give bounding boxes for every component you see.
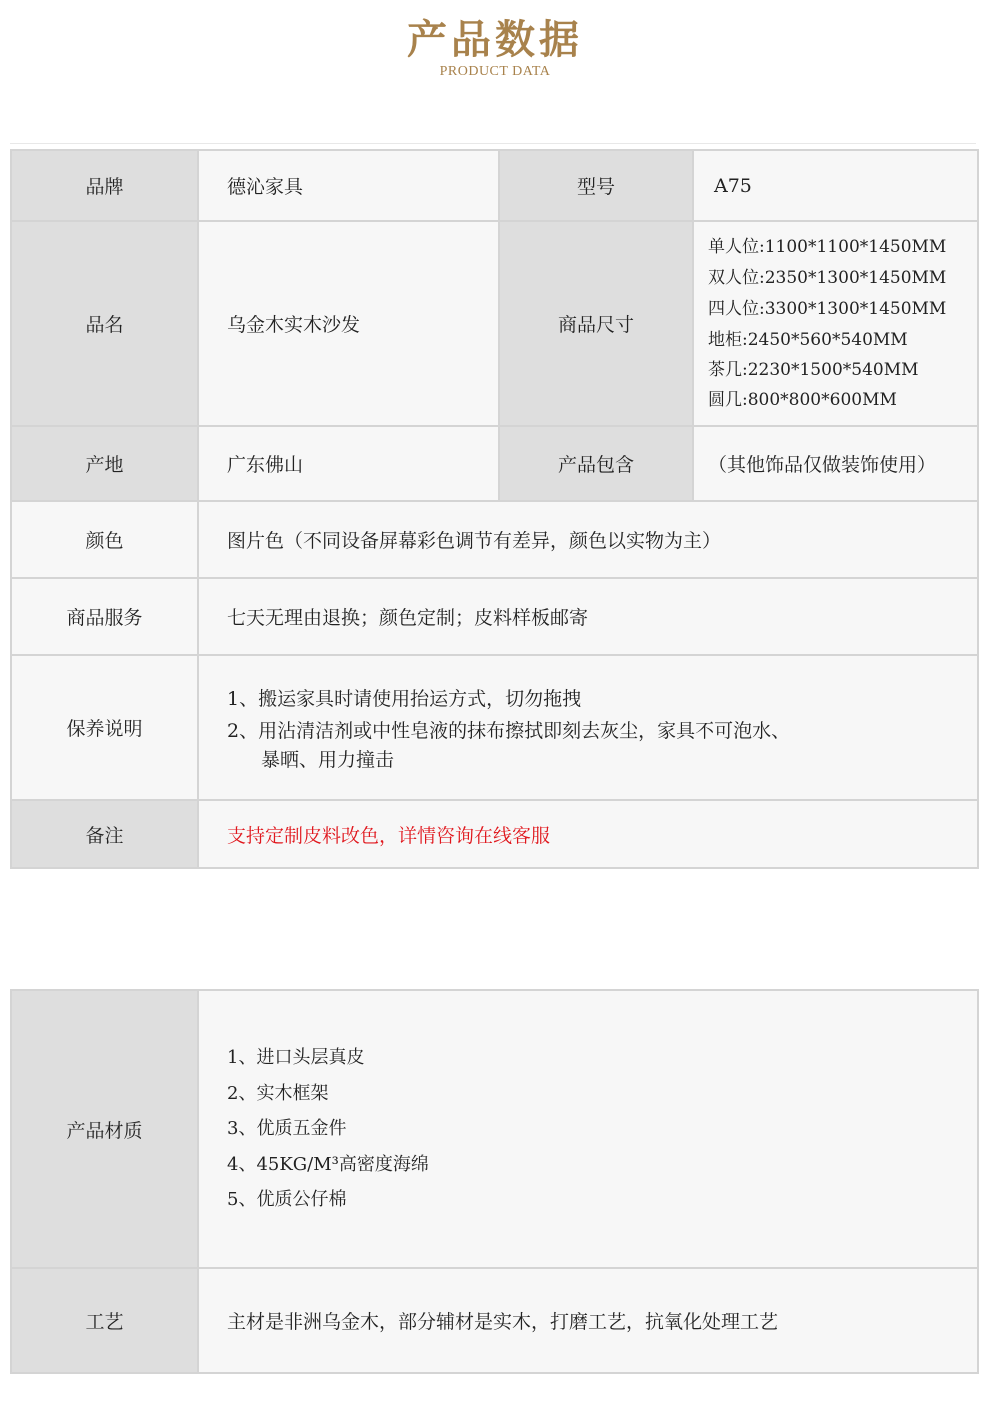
material-item: 5、优质公仔棉 xyxy=(227,1189,347,1211)
service-value: 七天无理由退换；颜色定制；皮料样板邮寄 xyxy=(198,578,978,655)
color-value: 图片色（不同设备屏幕彩色调节有差异，颜色以实物为主） xyxy=(198,501,978,578)
size-item: 双人位:2350*1300*1450MM xyxy=(708,268,947,288)
table-row xyxy=(11,578,978,655)
note-label: 备注 xyxy=(11,800,198,868)
model-label: 型号 xyxy=(499,150,693,221)
page-subtitle: PRODUCT DATA xyxy=(439,64,551,79)
material-item: 2、实木框架 xyxy=(227,1082,329,1104)
service-label: 商品服务 xyxy=(11,578,198,655)
size-item: 单人位:1100*1100*1450MM xyxy=(708,237,947,257)
care-item: 暴晒、用力撞击 xyxy=(261,748,395,771)
table-row xyxy=(11,990,978,1268)
table-row xyxy=(11,800,978,868)
size-item: 地柜:2450*560*540MM xyxy=(708,330,908,350)
table-row xyxy=(11,501,978,578)
material-item: 1、进口头层真皮 xyxy=(227,1047,365,1069)
table-row xyxy=(11,655,978,800)
name-label: 品名 xyxy=(11,221,198,426)
package-label: 产品包含 xyxy=(499,426,693,501)
size-list xyxy=(693,221,978,426)
origin-label: 产地 xyxy=(11,426,198,501)
material-list xyxy=(198,990,978,1268)
material-label: 产品材质 xyxy=(11,990,198,1268)
color-label: 颜色 xyxy=(11,501,198,578)
care-item: 2、用沾清洁剂或中性皂液的抹布擦拭即刻去灰尘，家具不可泡水、 xyxy=(227,719,791,742)
care-label: 保养说明 xyxy=(11,655,198,800)
divider xyxy=(10,143,976,144)
table-row xyxy=(11,1268,978,1373)
craft-label: 工艺 xyxy=(11,1268,198,1373)
table-row xyxy=(11,426,978,501)
care-list xyxy=(198,655,978,800)
size-label: 商品尺寸 xyxy=(499,221,693,426)
craft-value: 主材是非洲乌金木，部分辅材是实木，打磨工艺，抗氧化处理工艺 xyxy=(198,1268,978,1373)
material-item: 4、45KG/M³高密度海绵 xyxy=(227,1153,429,1175)
package-value: （其他饰品仅做装饰使用） xyxy=(693,426,978,501)
note-value: 支持定制皮料改色，详情咨询在线客服 xyxy=(198,800,978,868)
material-item: 3、优质五金件 xyxy=(227,1118,347,1140)
table-row xyxy=(11,150,978,221)
size-item: 茶几:2230*1500*540MM xyxy=(708,360,919,380)
material-table xyxy=(10,989,979,1374)
origin-value: 广东佛山 xyxy=(198,426,499,501)
brand-label: 品牌 xyxy=(11,150,198,221)
table-row xyxy=(11,221,978,426)
care-item: 1、搬运家具时请使用抬运方式，切勿拖拽 xyxy=(227,687,582,710)
spec-table xyxy=(10,149,979,869)
size-item: 四人位:3300*1300*1450MM xyxy=(708,299,947,319)
model-value: A75 xyxy=(693,150,978,221)
page-title: 产品数据 xyxy=(407,16,583,63)
size-item: 圆几:800*800*600MM xyxy=(708,390,897,410)
brand-value: 德沁家具 xyxy=(198,150,499,221)
name-value: 乌金木实木沙发 xyxy=(198,221,499,426)
